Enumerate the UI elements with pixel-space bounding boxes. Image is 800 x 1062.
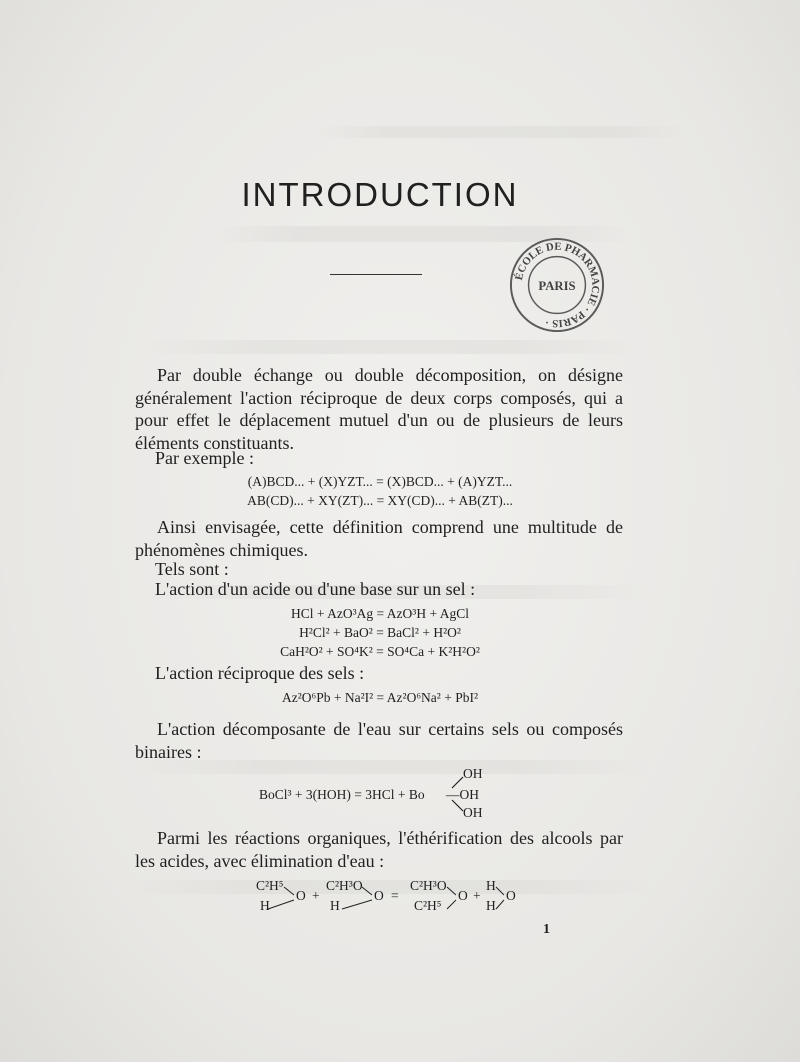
stamp-center-text: PARIS xyxy=(538,278,576,293)
ether-o-4: O xyxy=(506,888,516,903)
formula-water-bottom: OH xyxy=(463,805,483,820)
ether-t1-top: C²H⁵ xyxy=(256,878,284,893)
paragraph-definition: Par double échange ou double décomposition, on désigne généralement l'action réciproque de deux corps composés, qui a pour effet le déplacement mutuel d'un ou de plusieurs de leurs éléments constituants. xyxy=(135,365,623,453)
par-exemple-label: Par exemple : xyxy=(155,448,254,468)
formula-general-1: (A)BCD... + (X)YZT... = (X)BCD... + (A)YZT... xyxy=(247,474,513,489)
formula-acid-1: HCl + AzO³Ag = AzO³H + AgCl xyxy=(291,606,469,621)
ether-plus-2: + xyxy=(473,888,481,903)
ether-t3-top: C²H³O xyxy=(410,878,447,893)
ether-o-2: O xyxy=(374,888,384,903)
paragraph-eau: L'action décomposante de l'eau sur certains sels ou composés binaires : xyxy=(135,719,623,762)
formula-acid-3: CaH²O² + SO⁴K² = SO⁴Ca + K²H²O² xyxy=(280,644,480,659)
ether-t2-top: C²H³O xyxy=(326,878,363,893)
ether-bonds xyxy=(250,878,520,918)
ether-plus-1: + xyxy=(312,888,320,903)
acid-base-intro: L'action d'un acide ou d'une base sur un sel : xyxy=(155,579,476,599)
stamp-ring-text: ÉCOLE DE PHARMACIE · PARIS · xyxy=(513,240,602,330)
formula-acid-2: H²Cl² + BaO² = BaCl² + H²O² xyxy=(299,625,461,640)
ether-t1-bot: H xyxy=(260,898,270,913)
page-number: 1 xyxy=(543,922,550,937)
ether-t2-bot: H xyxy=(330,898,340,913)
formula-water-left: BoCl³ + 3(HOH) = 3HCl + Bo xyxy=(259,787,425,802)
ether-o-1: O xyxy=(296,888,306,903)
ether-t4-bot: H xyxy=(486,898,496,913)
formula-general-2: AB(CD)... + XY(ZT)... = XY(CD)... + AB(ZT)... xyxy=(247,493,513,508)
formula-water-mid: —OH xyxy=(446,787,479,802)
paragraph-ainsi: Ainsi envisagée, cette définition comprend une multitude de phénomènes chimiques. xyxy=(135,517,623,560)
salts-intro: L'action réciproque des sels : xyxy=(155,663,365,683)
formula-salts: Az²O⁶Pb + Na²I² = Az²O⁶Na² + PbI² xyxy=(281,690,478,705)
ether-eq: = xyxy=(391,888,399,903)
formula-water-top: OH xyxy=(463,766,483,781)
ether-t4-top: H xyxy=(486,878,496,893)
ether-o-3: O xyxy=(458,888,468,903)
title-rule xyxy=(330,274,422,275)
formula-water-bonds xyxy=(450,772,466,816)
library-stamp xyxy=(508,236,606,334)
page-title: INTRODUCTION xyxy=(241,176,519,213)
ether-t3-bot: C²H⁵ xyxy=(414,898,442,913)
paragraph-etherification: Parmi les réactions organiques, l'éthérification des alcools par les acides, avec élimination d'eau : xyxy=(135,828,623,871)
tels-sont-label: Tels sont : xyxy=(155,559,229,579)
